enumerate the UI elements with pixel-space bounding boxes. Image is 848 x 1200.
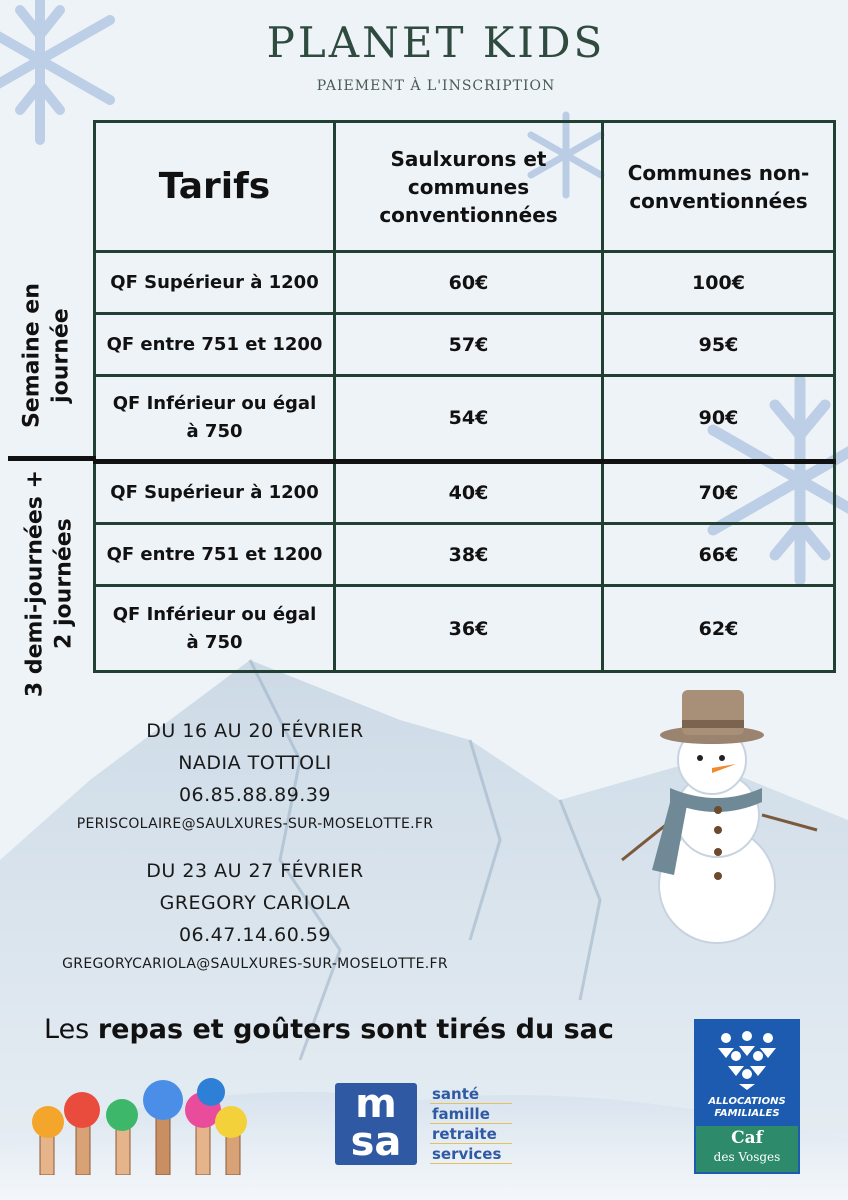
- price-cell: 54€: [335, 376, 603, 462]
- row-label: QF Supérieur à 1200: [95, 462, 335, 524]
- column-header: Communes non-conventionnées: [603, 122, 835, 252]
- msa-word: services: [430, 1144, 512, 1164]
- msa-word: santé: [430, 1084, 512, 1104]
- kids-hands-illustration: [26, 1070, 256, 1175]
- caf-sub: des Vosges: [713, 1150, 781, 1164]
- msa-word: famille: [430, 1104, 512, 1124]
- column-header: Saulxurons et communes conventionnées: [335, 122, 603, 252]
- row-label: QF Supérieur à 1200: [95, 252, 335, 314]
- contact-block-1: [60, 715, 450, 837]
- contact-phone[interactable]: 06.47.14.60.59: [178, 924, 332, 946]
- table-row: [95, 586, 835, 672]
- table-row: [95, 252, 835, 314]
- table-row: [95, 314, 835, 376]
- page-subtitle: PAIEMENT À L'INSCRIPTION: [316, 78, 556, 94]
- msa-words: [430, 1084, 512, 1164]
- price-cell: 36€: [335, 586, 603, 672]
- contact-block-2: [50, 855, 460, 977]
- row-label: QF entre 751 et 1200: [95, 524, 335, 586]
- group-label-week: Semaine en journée: [19, 283, 73, 429]
- price-cell: 95€: [603, 314, 835, 376]
- contact-email[interactable]: GREGORYCARIOLA@SAULXURES-SUR-MOSELOTTE.FR: [62, 956, 448, 972]
- price-cell: 70€: [603, 462, 835, 524]
- price-cell: 90€: [603, 376, 835, 462]
- contact-phone[interactable]: 06.85.88.89.39: [178, 784, 332, 806]
- msa-letter-sa: sa: [350, 1119, 402, 1165]
- snowman-illustration: [612, 680, 827, 945]
- table-row: [95, 376, 835, 462]
- msa-word: retraite: [430, 1124, 512, 1144]
- table-row: [95, 462, 835, 524]
- price-cell: 62€: [603, 586, 835, 672]
- table-row: [95, 524, 835, 586]
- contact-period: DU 23 AU 27 FÉVRIER: [146, 860, 364, 882]
- caf-top-text: ALLOCATIONS FAMILIALES: [708, 1096, 786, 1119]
- msa-logo: [335, 1083, 417, 1165]
- caf-name: Caf: [731, 1128, 763, 1148]
- contact-name: GREGORY CARIOLA: [159, 892, 351, 914]
- group-divider: [8, 456, 96, 461]
- table-corner-label: Tarifs: [95, 122, 335, 252]
- price-cell: 66€: [603, 524, 835, 586]
- footer-text-bold: repas et goûters sont tirés du sac: [97, 1014, 614, 1045]
- footer-meals-note: [44, 1014, 614, 1045]
- table-header-row: [95, 122, 835, 252]
- footer-text-plain: Les: [44, 1014, 90, 1045]
- caf-people-icon: [712, 1028, 782, 1090]
- price-cell: 57€: [335, 314, 603, 376]
- row-label: QF entre 751 et 1200: [95, 314, 335, 376]
- row-label: QF Inférieur ou égal à 750: [95, 586, 335, 672]
- price-cell: 40€: [335, 462, 603, 524]
- price-cell: 38€: [335, 524, 603, 586]
- page-title: PLANET KIDS: [266, 18, 606, 67]
- price-cell: 100€: [603, 252, 835, 314]
- group-label-half-days: 3 demi-journées + 2 journées: [22, 470, 76, 698]
- contact-name: NADIA TOTTOLI: [178, 752, 332, 774]
- msa-letter-m: m: [355, 1081, 397, 1127]
- tariff-table: [93, 120, 836, 673]
- contact-period: DU 16 AU 20 FÉVRIER: [146, 720, 364, 742]
- price-cell: 60€: [335, 252, 603, 314]
- row-label: QF Inférieur ou égal à 750: [95, 376, 335, 462]
- contact-email[interactable]: PERISCOLAIRE@SAULXURES-SUR-MOSELOTTE.FR: [76, 816, 434, 832]
